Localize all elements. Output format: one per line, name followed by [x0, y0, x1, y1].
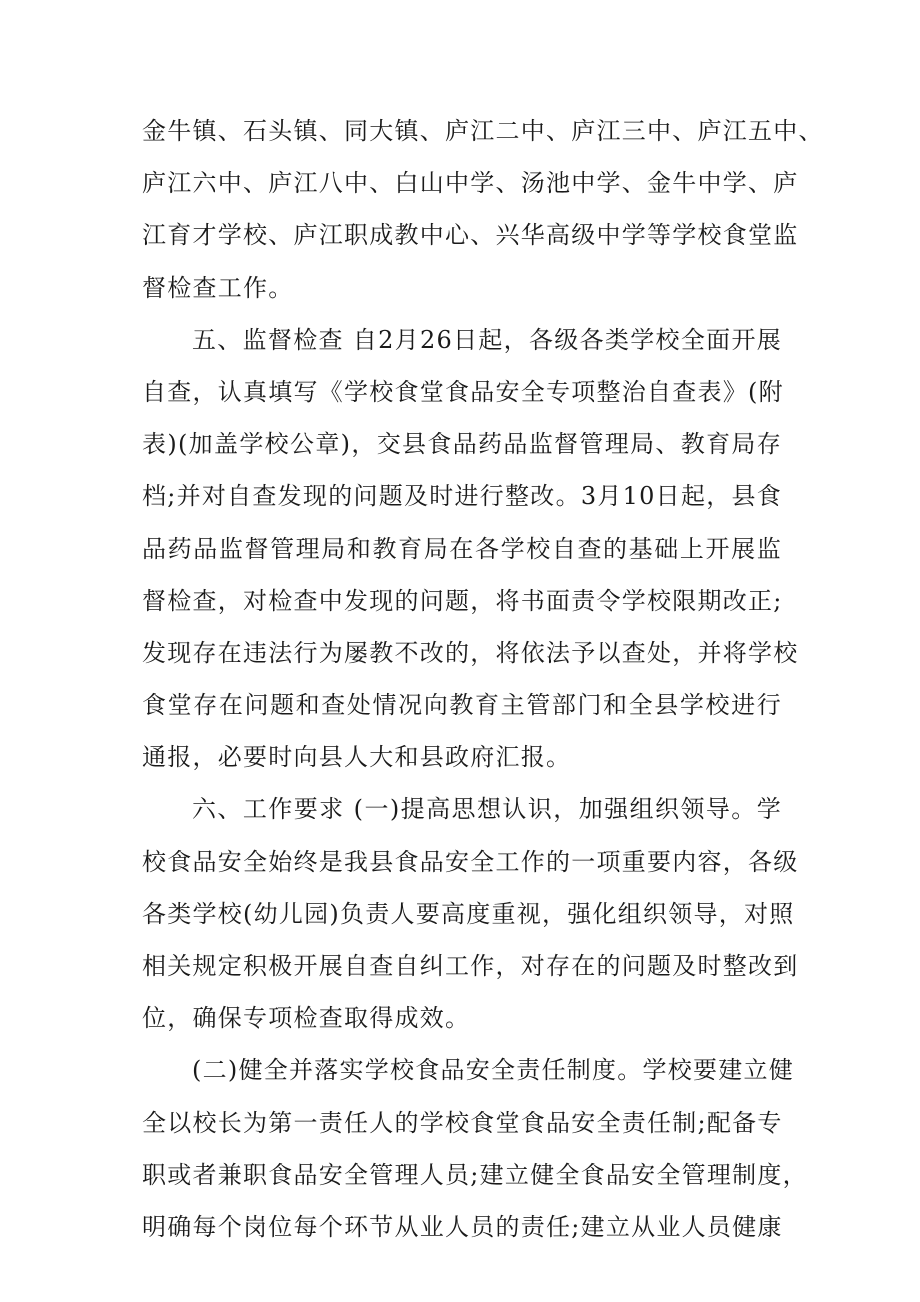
text-line: 相关规定积极开展自查自纠工作，对存在的问题及时整改到: [142, 952, 799, 980]
text-line: (二)健全并落实学校食品安全责任制度。学校要建立健: [192, 1056, 794, 1085]
text-line: 发现存在违法行为屡教不改的，将依法予以查处，并将学校: [142, 638, 799, 667]
text-line: 督检查工作。: [142, 273, 294, 302]
text-line: 通报，必要时向县人大和县政府汇报。: [142, 743, 572, 772]
text-line: 位，确保专项检查取得成效。: [142, 1004, 471, 1033]
text-line: 品药品监督管理局和教育局在各学校自查的基础上开展监: [142, 534, 782, 563]
text-line: 六、工作要求 (一)提高思想认识，加强组织领导。学: [192, 795, 782, 824]
text-line: 全以校长为第一责任人的学校食堂食品安全责任制;配备专: [142, 1108, 783, 1137]
text-line: 各类学校(幼儿园)负责人要高度重视，强化组织领导，对照: [142, 899, 795, 928]
text-line: 督检查，对检查中发现的问题，将书面责令学校限期改正;: [142, 586, 783, 615]
text-line: 表)(加盖学校公章)，交县食品药品监督管理局、教育局存: [142, 430, 782, 459]
text-line: 档;并对自查发现的问题及时进行整改。3月10日起，县食: [142, 482, 782, 511]
text-line: 校食品安全始终是我县食品安全工作的一项重要内容，各级: [142, 847, 799, 876]
document-body: [142, 105, 824, 1253]
text-line: 金牛镇、石头镇、同大镇、庐江二中、庐江三中、庐江五中、: [142, 117, 824, 145]
text-line: 职或者兼职食品安全管理人员;建立健全食品安全管理制度，: [142, 1160, 808, 1189]
text-line: 自查，认真填写《学校食堂食品安全专项整治自查表》(附: [142, 377, 784, 406]
text-line: 五、监督检查 自2月26日起，各级各类学校全面开展: [192, 325, 782, 354]
text-line: 食堂存在问题和查处情况向教育主管部门和全县学校进行: [142, 691, 782, 720]
text-line: 庐江六中、庐江八中、白山中学、汤池中学、金牛中学、庐: [142, 169, 799, 198]
text-line: 明确每个岗位每个环节从业人员的责任;建立从业人员健康: [142, 1212, 783, 1241]
text-line: 江育才学校、庐江职成教中心、兴华高级中学等学校食堂监: [142, 221, 799, 250]
